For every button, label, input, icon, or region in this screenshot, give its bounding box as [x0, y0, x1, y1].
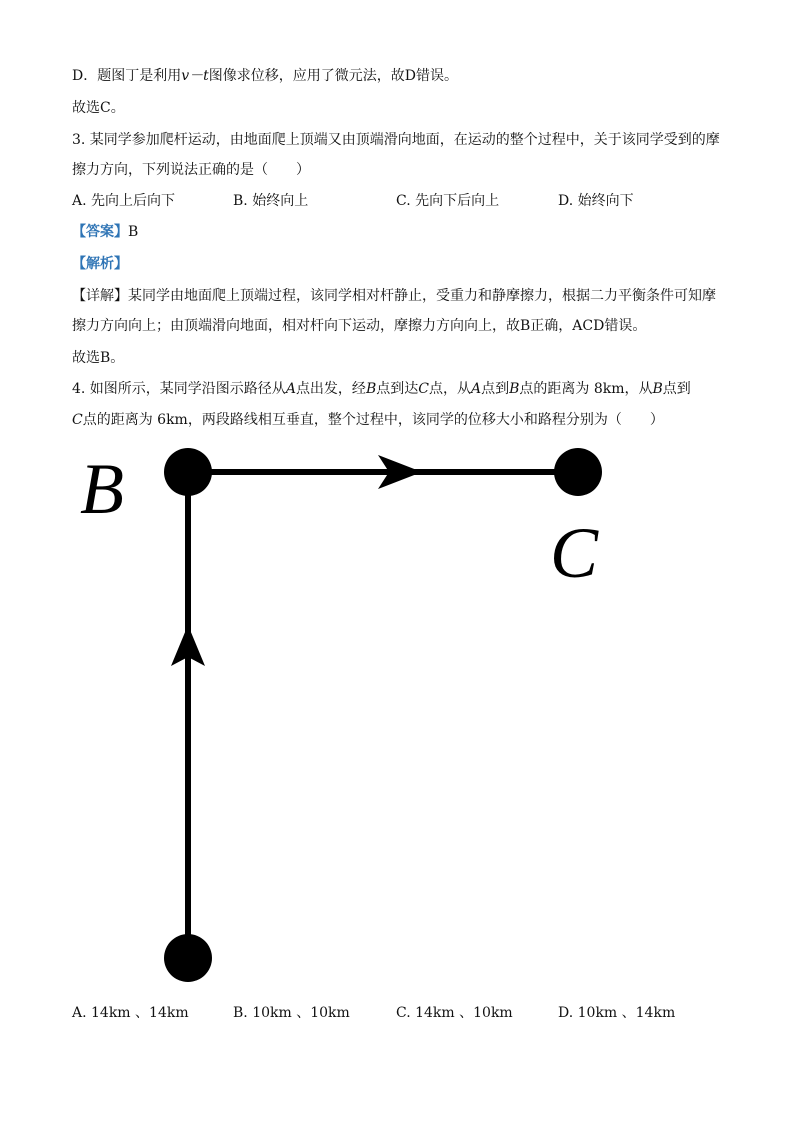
- q4-text-5: 点到: [481, 381, 510, 397]
- q4-point-c-2: C: [72, 412, 83, 428]
- q4-stem-line1: [72, 379, 691, 399]
- point-c-dot: [554, 448, 602, 496]
- answer-value: B: [128, 224, 139, 240]
- q3-option-a: A. 先向上后向下: [72, 193, 176, 209]
- q4-point-b-3: B: [652, 381, 663, 397]
- q4-point-c: C: [418, 381, 429, 397]
- prev-choose: 故选C。: [72, 100, 125, 116]
- q3-answer: [72, 222, 138, 242]
- q4-text-7: 点到: [662, 381, 691, 397]
- q4-text-2: 点出发，经: [295, 381, 366, 397]
- q4-option-c: C. 14km 、10km: [396, 1005, 513, 1021]
- label-c: C: [550, 513, 599, 593]
- q4-text-3: 点到达: [376, 381, 419, 397]
- q4-point-a-2: A: [470, 381, 482, 397]
- q3-option-d: D. 始终向下: [558, 193, 634, 209]
- prev-option-d-text: D．题图丁是利用: [72, 68, 182, 84]
- prev-option-d-tail: 图像求位移，应用了微元法，故D错误。: [208, 68, 459, 84]
- q4-option-b: B. 10km 、10km: [233, 1005, 350, 1021]
- q3-detail-line2: 擦力方向向上；由顶端滑向地面，相对杆向下运动，摩擦力方向向上，故B正确，ACD错误。: [72, 318, 647, 334]
- q3-option-c: C. 先向下后向上: [396, 193, 500, 209]
- detail-tag: 【详解】: [72, 288, 128, 304]
- q3-choose: 故选B。: [72, 350, 125, 366]
- q3-option-b: B. 始终向上: [233, 193, 309, 209]
- q3-analysis: [72, 254, 128, 274]
- q4-option-d: D. 10km 、14km: [558, 1005, 676, 1021]
- point-a-dot: [164, 934, 212, 982]
- prev-option-d: [72, 66, 458, 86]
- answer-tag: 【答案】: [72, 224, 128, 240]
- label-b: B: [80, 449, 124, 529]
- q3-detail-line1: [72, 286, 716, 306]
- analysis-tag: 【解析】: [72, 256, 128, 272]
- detail-text-1: 某同学由地面爬上顶端过程，该同学相对杆静止，受重力和静摩擦力，根据二力平衡条件可知摩: [128, 288, 716, 304]
- vt-symbol: v－t: [181, 68, 209, 84]
- path-diagram: [0, 430, 794, 1010]
- point-b-dot: [164, 448, 212, 496]
- q4-text-4: 点，从: [428, 381, 471, 397]
- q4-point-b: B: [365, 381, 377, 397]
- q3-stem-line2: 擦力方向，下列说法正确的是（ ）: [72, 162, 310, 178]
- q4-text-1: 4. 如图所示，某同学沿图示路径从: [72, 381, 286, 397]
- q4-text-8: 点的距离为 6km，两段路线相互垂直，整个过程中，该同学的位移大小和路程分别为（ ）: [82, 412, 664, 428]
- q4-text-6: 点的距离为 8km，从: [519, 381, 653, 397]
- q3-stem-line1: 3. 某同学参加爬杆运动，由地面爬上顶端又由顶端滑向地面，在运动的整个过程中，关于该同学受到的摩: [72, 132, 720, 148]
- q4-point-a: A: [285, 381, 296, 397]
- q4-point-b-2: B: [509, 381, 520, 397]
- q4-stem-line2: [72, 410, 664, 430]
- q4-option-a: A. 14km 、14km: [72, 1005, 189, 1021]
